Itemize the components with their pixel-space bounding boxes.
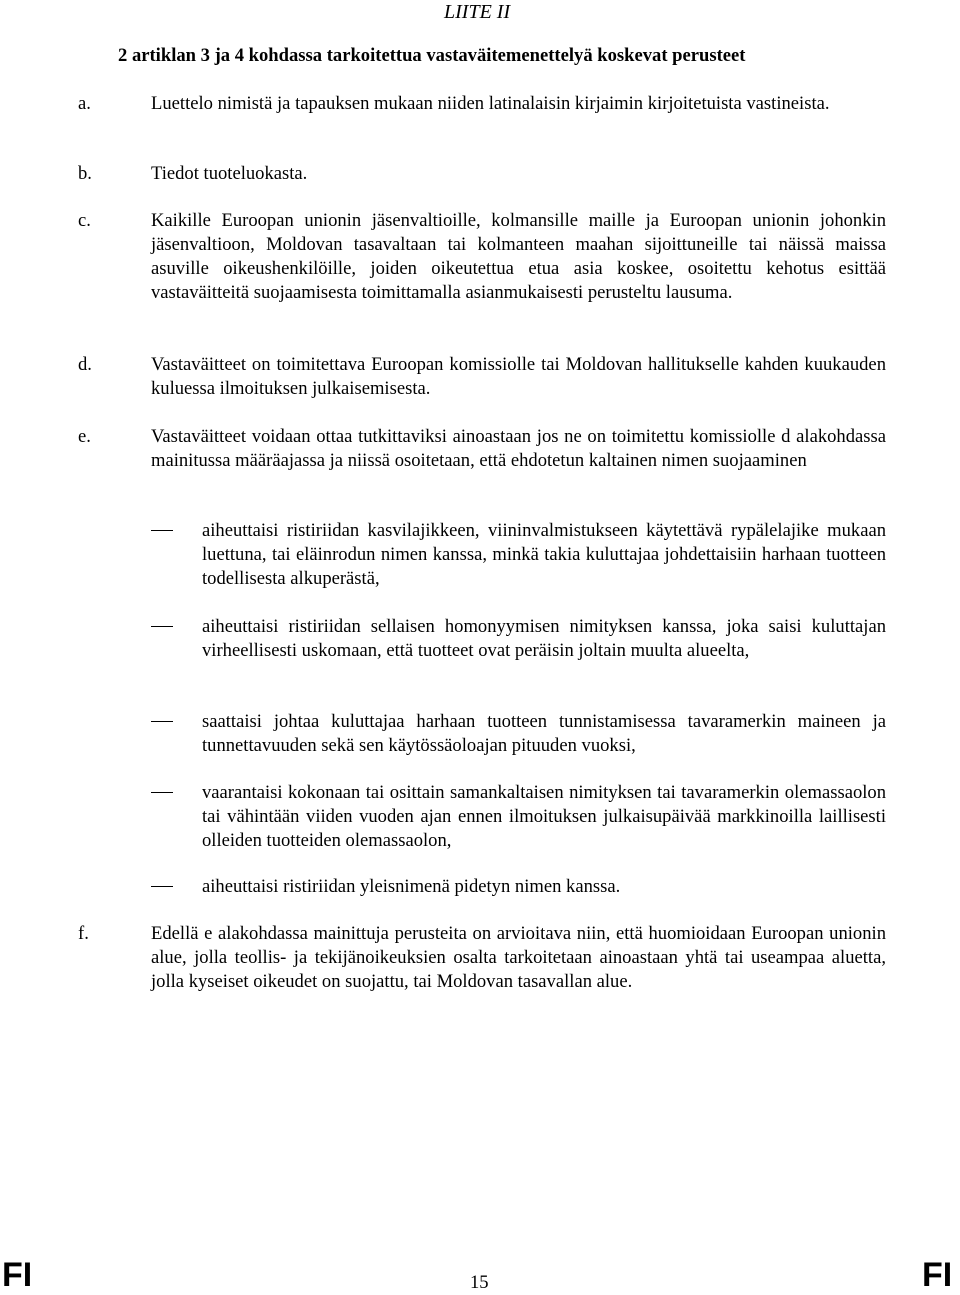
dash-bullet bbox=[151, 792, 173, 793]
item-text: Vastaväitteet voidaan ottaa tutkittaviksi ainoastaan jos ne on toimitettu komissiolle d alakohdassa mainitussa määräajassa ja niissä osoitetaan, että ehdotetun kaltainen nimen suojaaminen bbox=[151, 426, 886, 471]
dash-item bbox=[151, 615, 886, 663]
dash-item-text: aiheuttaisi ristiriidan yleisnimenä pidetyn nimen kanssa. bbox=[202, 876, 621, 897]
list-item-c bbox=[78, 209, 886, 305]
dash-item-text: vaarantaisi kokonaan tai osittain samankaltaisen nimityksen tai tavaramerkin olemassaolon tai vähintään viiden vuoden ajan ennen ilmoituksen julkaisupäivää markkinoilla laillisesti olleiden tuotteiden olemassaolon, bbox=[202, 782, 886, 851]
dash-item bbox=[151, 519, 886, 591]
dash-item bbox=[151, 781, 886, 853]
item-marker: f. bbox=[78, 923, 89, 944]
annex-label: LIITE II bbox=[444, 1, 511, 23]
item-marker: a. bbox=[78, 93, 91, 114]
dash-item bbox=[151, 710, 886, 758]
page-number: 15 bbox=[470, 1272, 489, 1293]
list-item-b bbox=[78, 162, 886, 186]
item-text: Kaikille Euroopan unionin jäsenvaltioille, kolmansille maille ja Euroopan unionin johonkin jäsenvaltioon, Moldovan tasavaltaan tai kolmanteen maahan sijoittuneille tai näissä maissa asuville oikeushenkilöille, joiden oikeutettua etua asia koskee, osoitettu kehotus esittää vastaväitteitä suojaamisesta toimittamalla asianmukaisesti perusteltu lausuma. bbox=[151, 210, 886, 303]
footer-language-code-left: FI bbox=[2, 1256, 33, 1294]
item-marker: e. bbox=[78, 426, 91, 447]
dash-bullet bbox=[151, 886, 173, 887]
item-text: Tiedot tuoteluokasta. bbox=[151, 163, 308, 184]
page-heading: 2 artiklan 3 ja 4 kohdassa tarkoitettua vastaväitemenettelyä koskevat perusteet bbox=[118, 45, 746, 66]
item-text: Vastaväitteet on toimitettava Euroopan komissiolle tai Moldovan hallitukselle kahden kuukauden kuluessa ilmoituksen julkaisemisesta. bbox=[151, 354, 886, 399]
dash-bullet bbox=[151, 626, 173, 627]
dash-item bbox=[151, 875, 886, 899]
item-marker: b. bbox=[78, 163, 92, 184]
item-marker: d. bbox=[78, 354, 92, 375]
dash-item-text: saattaisi johtaa kuluttajaa harhaan tuotteen tunnistamisessa tavaramerkin maineen ja tunnettavuuden sekä sen käytössäoloajan pituuden vuoksi, bbox=[202, 711, 886, 756]
dash-item-text: aiheuttaisi ristiriidan kasvilajikkeen, viininvalmistukseen käytettävä rypälelajike mukaan luettuna, tai eläinrodun nimen kanssa, minkä takia kuluttajaa johdettaisiin harhaan tuotteen todellisesta alkuperästä, bbox=[202, 520, 886, 589]
item-marker: c. bbox=[78, 210, 91, 231]
dash-bullet bbox=[151, 721, 173, 722]
list-item-e bbox=[78, 425, 886, 473]
dash-item-text: aiheuttaisi ristiriidan sellaisen homonyymisen nimityksen kanssa, joka saisi kuluttajan virheellisesti uskomaan, että tuotteet ovat peräisin joltain muulta alueelta, bbox=[202, 616, 886, 661]
list-item-a bbox=[78, 92, 886, 116]
list-item-f bbox=[78, 922, 886, 994]
footer-language-code-right: FI bbox=[922, 1256, 953, 1294]
dash-bullet bbox=[151, 530, 173, 531]
list-item-d bbox=[78, 353, 886, 401]
item-text: Edellä e alakohdassa mainittuja perusteita on arvioitava niin, että huomioidaan Euroopan unionin alue, jolla teollis- ja tekijänoikeuksien osalta tarkoitetaan ainoastaan yhtä tai useampaa aluetta, jolla kyseiset oikeudet on suojattu, tai Moldovan tasavallan alue. bbox=[151, 923, 886, 992]
item-text: Luettelo nimistä ja tapauksen mukaan niiden latinalaisin kirjaimin kirjoitetuista vastineista. bbox=[151, 93, 830, 114]
